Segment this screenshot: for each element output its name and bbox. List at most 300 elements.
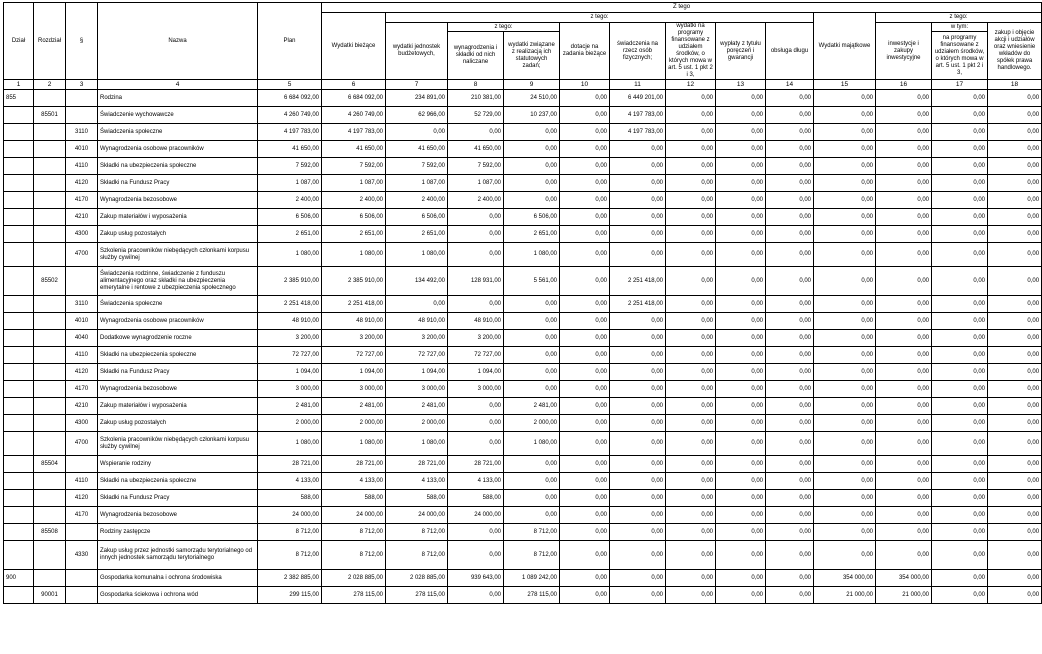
header-w-tym: w tym:	[932, 23, 988, 32]
cell-value: 0,00	[988, 296, 1042, 313]
cell-value: 0,00	[814, 347, 876, 364]
cell-value: 0,00	[932, 209, 988, 226]
cell-value: 0,00	[932, 313, 988, 330]
cell-value: 0,00	[560, 175, 610, 192]
cell-paragraf: 4210	[66, 209, 98, 226]
cell-value: 0,00	[560, 507, 610, 524]
cell-value: 4 260 749,00	[258, 107, 322, 124]
cell-nazwa: Rodzina	[98, 90, 258, 107]
cell-value: 3 200,00	[258, 330, 322, 347]
cell-nazwa: Zakup materiałów i wyposażenia	[98, 398, 258, 415]
cell-value: 0,00	[876, 364, 932, 381]
cell-value: 28 721,00	[258, 456, 322, 473]
cell-value: 0,00	[766, 226, 814, 243]
cell-value: 0,00	[666, 587, 716, 604]
cell-value: 0,00	[988, 507, 1042, 524]
cell-value: 1 094,00	[448, 364, 504, 381]
cell-dzial	[4, 124, 34, 141]
cell-paragraf: 4010	[66, 141, 98, 158]
cell-value: 0,00	[448, 209, 504, 226]
cell-value: 0,00	[988, 243, 1042, 267]
cell-value: 0,00	[814, 175, 876, 192]
cell-value: 0,00	[988, 456, 1042, 473]
cell-value: 0,00	[666, 507, 716, 524]
cell-dzial	[4, 296, 34, 313]
cell-rozdzial	[34, 158, 66, 175]
cell-value: 2 000,00	[258, 415, 322, 432]
cell-value: 0,00	[716, 90, 766, 107]
cell-value: 1 094,00	[322, 364, 386, 381]
column-number: 9	[504, 80, 560, 90]
cell-nazwa: Dodatkowe wynagrodzenie roczne	[98, 330, 258, 347]
cell-value: 2 651,00	[386, 226, 448, 243]
header-paragraf: §	[66, 3, 98, 80]
cell-value: 0,00	[876, 398, 932, 415]
cell-paragraf: 4700	[66, 243, 98, 267]
cell-value: 0,00	[988, 209, 1042, 226]
cell-value: 0,00	[560, 141, 610, 158]
cell-value: 0,00	[876, 524, 932, 541]
cell-value: 0,00	[560, 296, 610, 313]
cell-dzial	[4, 381, 34, 398]
cell-rozdzial	[34, 415, 66, 432]
cell-value: 0,00	[610, 364, 666, 381]
column-number: 15	[814, 80, 876, 90]
cell-value: 0,00	[560, 490, 610, 507]
cell-value: 41 650,00	[322, 141, 386, 158]
cell-rozdzial	[34, 364, 66, 381]
cell-dzial: 900	[4, 570, 34, 587]
cell-value: 6 506,00	[258, 209, 322, 226]
cell-value: 278 115,00	[386, 587, 448, 604]
cell-value: 0,00	[932, 192, 988, 209]
cell-value: 0,00	[610, 490, 666, 507]
cell-value: 0,00	[666, 364, 716, 381]
cell-nazwa: Szkolenia pracowników niebędących członkami korpusu służby cywilnej	[98, 432, 258, 456]
cell-value: 0,00	[932, 124, 988, 141]
cell-paragraf: 4110	[66, 158, 98, 175]
cell-value: 24 000,00	[322, 507, 386, 524]
cell-value: 0,00	[766, 141, 814, 158]
cell-value: 7 592,00	[448, 158, 504, 175]
cell-value: 0,00	[814, 296, 876, 313]
cell-value: 2 385 910,00	[258, 267, 322, 296]
cell-paragraf: 4170	[66, 192, 98, 209]
table-row	[4, 107, 1042, 124]
cell-value: 0,00	[504, 490, 560, 507]
cell-value: 0,00	[610, 456, 666, 473]
cell-nazwa: Świadczenia społeczne	[98, 124, 258, 141]
cell-paragraf: 4120	[66, 364, 98, 381]
cell-value: 2 481,00	[322, 398, 386, 415]
cell-value: 8 712,00	[386, 541, 448, 570]
cell-dzial	[4, 364, 34, 381]
cell-value: 28 721,00	[322, 456, 386, 473]
cell-paragraf: 4700	[66, 432, 98, 456]
cell-value: 0,00	[988, 473, 1042, 490]
cell-value: 0,00	[932, 587, 988, 604]
cell-paragraf: 3110	[66, 296, 98, 313]
cell-rozdzial	[34, 330, 66, 347]
cell-value: 0,00	[610, 209, 666, 226]
cell-value: 0,00	[876, 243, 932, 267]
table-row	[4, 330, 1042, 347]
cell-value: 0,00	[988, 490, 1042, 507]
cell-value: 0,00	[988, 90, 1042, 107]
cell-value: 8 712,00	[504, 541, 560, 570]
cell-value: 0,00	[610, 432, 666, 456]
cell-value: 0,00	[988, 432, 1042, 456]
cell-value: 0,00	[814, 507, 876, 524]
cell-value: 1 080,00	[386, 432, 448, 456]
cell-value: 0,00	[814, 432, 876, 456]
cell-value: 0,00	[610, 398, 666, 415]
cell-value: 0,00	[666, 432, 716, 456]
cell-value: 2 251 418,00	[258, 296, 322, 313]
table-row	[4, 432, 1042, 456]
cell-value: 0,00	[610, 313, 666, 330]
cell-value: 6 449 201,00	[610, 90, 666, 107]
cell-value: 0,00	[814, 158, 876, 175]
cell-value: 2 400,00	[448, 192, 504, 209]
cell-value: 0,00	[610, 570, 666, 587]
cell-value: 0,00	[814, 364, 876, 381]
cell-rozdzial	[34, 473, 66, 490]
cell-nazwa: Wynagrodzenia bezosobowe	[98, 192, 258, 209]
column-number: 14	[766, 80, 814, 90]
cell-value: 0,00	[814, 209, 876, 226]
cell-value: 0,00	[876, 541, 932, 570]
cell-paragraf: 4120	[66, 490, 98, 507]
budget-table	[3, 2, 1042, 604]
table-row	[4, 90, 1042, 107]
cell-dzial	[4, 330, 34, 347]
cell-value: 0,00	[814, 398, 876, 415]
cell-rozdzial	[34, 381, 66, 398]
cell-value: 0,00	[876, 107, 932, 124]
cell-value: 0,00	[716, 432, 766, 456]
cell-value: 0,00	[610, 524, 666, 541]
cell-value: 0,00	[766, 107, 814, 124]
cell-value: 0,00	[504, 381, 560, 398]
cell-paragraf	[66, 587, 98, 604]
cell-value: 0,00	[814, 541, 876, 570]
cell-dzial	[4, 432, 34, 456]
cell-value: 48 910,00	[258, 313, 322, 330]
column-number: 4	[98, 80, 258, 90]
cell-value: 0,00	[610, 347, 666, 364]
cell-value: 0,00	[766, 175, 814, 192]
cell-value: 0,00	[560, 415, 610, 432]
cell-value: 0,00	[876, 90, 932, 107]
cell-value: 4 133,00	[322, 473, 386, 490]
cell-value: 0,00	[560, 226, 610, 243]
table-row	[4, 473, 1042, 490]
header-swiadczenia: świadczenia na rzecz osób fizycznych;	[610, 23, 666, 80]
table-row	[4, 381, 1042, 398]
table-row	[4, 175, 1042, 192]
cell-value: 0,00	[560, 541, 610, 570]
cell-value: 0,00	[716, 107, 766, 124]
table-row	[4, 158, 1042, 175]
cell-rozdzial	[34, 141, 66, 158]
cell-value: 0,00	[766, 415, 814, 432]
table-row	[4, 398, 1042, 415]
cell-value: 72 727,00	[322, 347, 386, 364]
cell-value: 0,00	[610, 330, 666, 347]
cell-value: 0,00	[932, 381, 988, 398]
cell-paragraf: 4300	[66, 226, 98, 243]
cell-value: 0,00	[560, 347, 610, 364]
cell-value: 0,00	[716, 587, 766, 604]
cell-value: 0,00	[448, 587, 504, 604]
cell-value: 0,00	[610, 226, 666, 243]
cell-nazwa: Wspieranie rodziny	[98, 456, 258, 473]
cell-nazwa: Świadczenie wychowawcze	[98, 107, 258, 124]
table-row	[4, 364, 1042, 381]
cell-value: 0,00	[988, 124, 1042, 141]
cell-paragraf: 3110	[66, 124, 98, 141]
cell-paragraf	[66, 570, 98, 587]
cell-dzial	[4, 524, 34, 541]
cell-value: 3 200,00	[448, 330, 504, 347]
cell-value: 0,00	[716, 243, 766, 267]
cell-value: 0,00	[932, 398, 988, 415]
cell-value: 0,00	[988, 524, 1042, 541]
cell-paragraf: 4110	[66, 347, 98, 364]
cell-nazwa: Świadczenia rodzinne, świadczenie z funduszu alimentacyjnego oraz składki na ubezpieczenia emerytalne i rentowe z ubezpieczenia społecznego	[98, 267, 258, 296]
cell-nazwa: Zakup usług pozostałych	[98, 226, 258, 243]
cell-value: 134 492,00	[386, 267, 448, 296]
cell-nazwa: Gospodarka ściekowa i ochrona wód	[98, 587, 258, 604]
cell-value: 4 197 783,00	[258, 124, 322, 141]
cell-value: 0,00	[610, 415, 666, 432]
cell-value: 0,00	[988, 158, 1042, 175]
cell-value: 3 200,00	[322, 330, 386, 347]
cell-value: 0,00	[766, 209, 814, 226]
cell-value: 0,00	[386, 124, 448, 141]
cell-value: 0,00	[766, 192, 814, 209]
cell-rozdzial	[34, 347, 66, 364]
cell-value: 234 891,00	[386, 90, 448, 107]
cell-value: 0,00	[876, 209, 932, 226]
cell-value: 0,00	[932, 90, 988, 107]
cell-value: 0,00	[610, 587, 666, 604]
cell-value: 0,00	[560, 456, 610, 473]
cell-value: 0,00	[932, 296, 988, 313]
cell-dzial	[4, 473, 34, 490]
cell-value: 1 089 242,00	[504, 570, 560, 587]
cell-value: 0,00	[448, 124, 504, 141]
cell-dzial	[4, 158, 34, 175]
cell-value: 0,00	[504, 456, 560, 473]
cell-value: 3 000,00	[258, 381, 322, 398]
cell-value: 0,00	[988, 226, 1042, 243]
cell-value: 0,00	[716, 524, 766, 541]
cell-nazwa: Wynagrodzenia bezosobowe	[98, 507, 258, 524]
cell-value: 0,00	[716, 541, 766, 570]
cell-value: 354 000,00	[876, 570, 932, 587]
table-row	[4, 296, 1042, 313]
cell-value: 354 000,00	[814, 570, 876, 587]
cell-value: 0,00	[560, 243, 610, 267]
cell-value: 0,00	[610, 507, 666, 524]
cell-value: 0,00	[876, 415, 932, 432]
cell-value: 7 592,00	[386, 158, 448, 175]
cell-value: 7 592,00	[322, 158, 386, 175]
cell-value: 2 000,00	[504, 415, 560, 432]
cell-value: 3 000,00	[322, 381, 386, 398]
cell-value: 0,00	[504, 313, 560, 330]
cell-value: 1 094,00	[386, 364, 448, 381]
table-row	[4, 209, 1042, 226]
cell-nazwa: Wynagrodzenia osobowe pracowników	[98, 141, 258, 158]
cell-value: 0,00	[716, 158, 766, 175]
cell-value: 5 561,00	[504, 267, 560, 296]
cell-value: 0,00	[876, 347, 932, 364]
cell-value: 0,00	[504, 473, 560, 490]
cell-dzial	[4, 541, 34, 570]
cell-value: 0,00	[448, 524, 504, 541]
cell-value: 4 197 783,00	[322, 124, 386, 141]
cell-dzial	[4, 587, 34, 604]
cell-value: 0,00	[716, 570, 766, 587]
cell-value: 0,00	[988, 587, 1042, 604]
cell-value: 299 115,00	[258, 587, 322, 604]
cell-value: 0,00	[814, 192, 876, 209]
cell-value: 1 080,00	[504, 243, 560, 267]
cell-dzial	[4, 347, 34, 364]
cell-value: 0,00	[666, 226, 716, 243]
cell-value: 0,00	[876, 330, 932, 347]
cell-value: 0,00	[560, 209, 610, 226]
cell-value: 2 651,00	[322, 226, 386, 243]
cell-value: 0,00	[932, 347, 988, 364]
cell-value: 1 080,00	[322, 243, 386, 267]
table-row	[4, 415, 1042, 432]
header-obsluga-dlugu: obsługa długu	[766, 23, 814, 80]
cell-value: 8 712,00	[258, 541, 322, 570]
cell-value: 0,00	[716, 381, 766, 398]
cell-dzial	[4, 141, 34, 158]
cell-value: 0,00	[932, 175, 988, 192]
column-number: 7	[386, 80, 448, 90]
table-row	[4, 507, 1042, 524]
header-wydatki-biezace: Wydatki bieżące	[322, 13, 386, 80]
cell-value: 1 087,00	[322, 175, 386, 192]
cell-value: 0,00	[766, 330, 814, 347]
cell-value: 0,00	[504, 364, 560, 381]
cell-nazwa: Świadczenia społeczne	[98, 296, 258, 313]
cell-value: 3 200,00	[386, 330, 448, 347]
cell-value: 0,00	[932, 141, 988, 158]
cell-value: 2 382 885,00	[258, 570, 322, 587]
cell-value: 0,00	[610, 541, 666, 570]
cell-value: 0,00	[814, 490, 876, 507]
cell-value: 0,00	[610, 175, 666, 192]
cell-value: 0,00	[504, 124, 560, 141]
cell-value: 0,00	[448, 415, 504, 432]
cell-value: 0,00	[988, 313, 1042, 330]
cell-value: 2 651,00	[258, 226, 322, 243]
cell-value: 10 237,00	[504, 107, 560, 124]
cell-value: 588,00	[448, 490, 504, 507]
cell-value: 0,00	[716, 398, 766, 415]
cell-value: 1 080,00	[504, 432, 560, 456]
cell-value: 0,00	[448, 432, 504, 456]
table-row	[4, 524, 1042, 541]
header-rozdzial: Rozdział	[34, 3, 66, 80]
cell-value: 0,00	[610, 158, 666, 175]
cell-value: 0,00	[876, 141, 932, 158]
cell-value: 0,00	[560, 587, 610, 604]
cell-value: 0,00	[666, 158, 716, 175]
cell-value: 0,00	[560, 90, 610, 107]
cell-value: 0,00	[504, 296, 560, 313]
cell-paragraf	[66, 456, 98, 473]
header-nazwa: Nazwa	[98, 3, 258, 80]
cell-value: 0,00	[560, 364, 610, 381]
cell-value: 0,00	[766, 507, 814, 524]
cell-value: 0,00	[666, 541, 716, 570]
cell-value: 0,00	[716, 226, 766, 243]
header-programy-majatkowe: na programy finansowane z udziałem środków, o których mowa w art. 5 ust. 1 pkt 2 i 3,	[932, 32, 988, 80]
cell-value: 4 197 783,00	[610, 124, 666, 141]
cell-value: 0,00	[666, 570, 716, 587]
cell-value: 0,00	[560, 107, 610, 124]
cell-nazwa: Składki na ubezpieczenia społeczne	[98, 347, 258, 364]
cell-nazwa: Gospodarka komunalna i ochrona środowiska	[98, 570, 258, 587]
cell-rozdzial	[34, 313, 66, 330]
column-number: 11	[610, 80, 666, 90]
cell-value: 0,00	[932, 473, 988, 490]
cell-paragraf: 4300	[66, 415, 98, 432]
cell-value: 0,00	[560, 158, 610, 175]
cell-value: 0,00	[504, 330, 560, 347]
cell-value: 0,00	[716, 296, 766, 313]
cell-value: 0,00	[666, 347, 716, 364]
cell-nazwa: Zakup usług pozostałych	[98, 415, 258, 432]
cell-rozdzial	[34, 175, 66, 192]
cell-value: 24 000,00	[258, 507, 322, 524]
cell-value: 588,00	[322, 490, 386, 507]
cell-value: 4 133,00	[386, 473, 448, 490]
cell-paragraf: 4330	[66, 541, 98, 570]
cell-value: 2 400,00	[386, 192, 448, 209]
cell-value: 0,00	[876, 192, 932, 209]
cell-paragraf: 4040	[66, 330, 98, 347]
cell-value: 0,00	[766, 456, 814, 473]
cell-dzial	[4, 107, 34, 124]
cell-value: 0,00	[560, 330, 610, 347]
cell-value: 0,00	[386, 296, 448, 313]
cell-value: 0,00	[988, 347, 1042, 364]
cell-value: 21 000,00	[814, 587, 876, 604]
cell-value: 0,00	[716, 330, 766, 347]
cell-value: 0,00	[504, 141, 560, 158]
cell-value: 0,00	[766, 364, 814, 381]
cell-value: 278 115,00	[504, 587, 560, 604]
cell-paragraf	[66, 90, 98, 107]
cell-value: 0,00	[766, 313, 814, 330]
cell-dzial	[4, 490, 34, 507]
cell-value: 0,00	[876, 381, 932, 398]
cell-value: 0,00	[766, 490, 814, 507]
cell-value: 0,00	[766, 296, 814, 313]
cell-value: 0,00	[610, 243, 666, 267]
cell-value: 2 251 418,00	[610, 296, 666, 313]
cell-value: 2 028 885,00	[322, 570, 386, 587]
